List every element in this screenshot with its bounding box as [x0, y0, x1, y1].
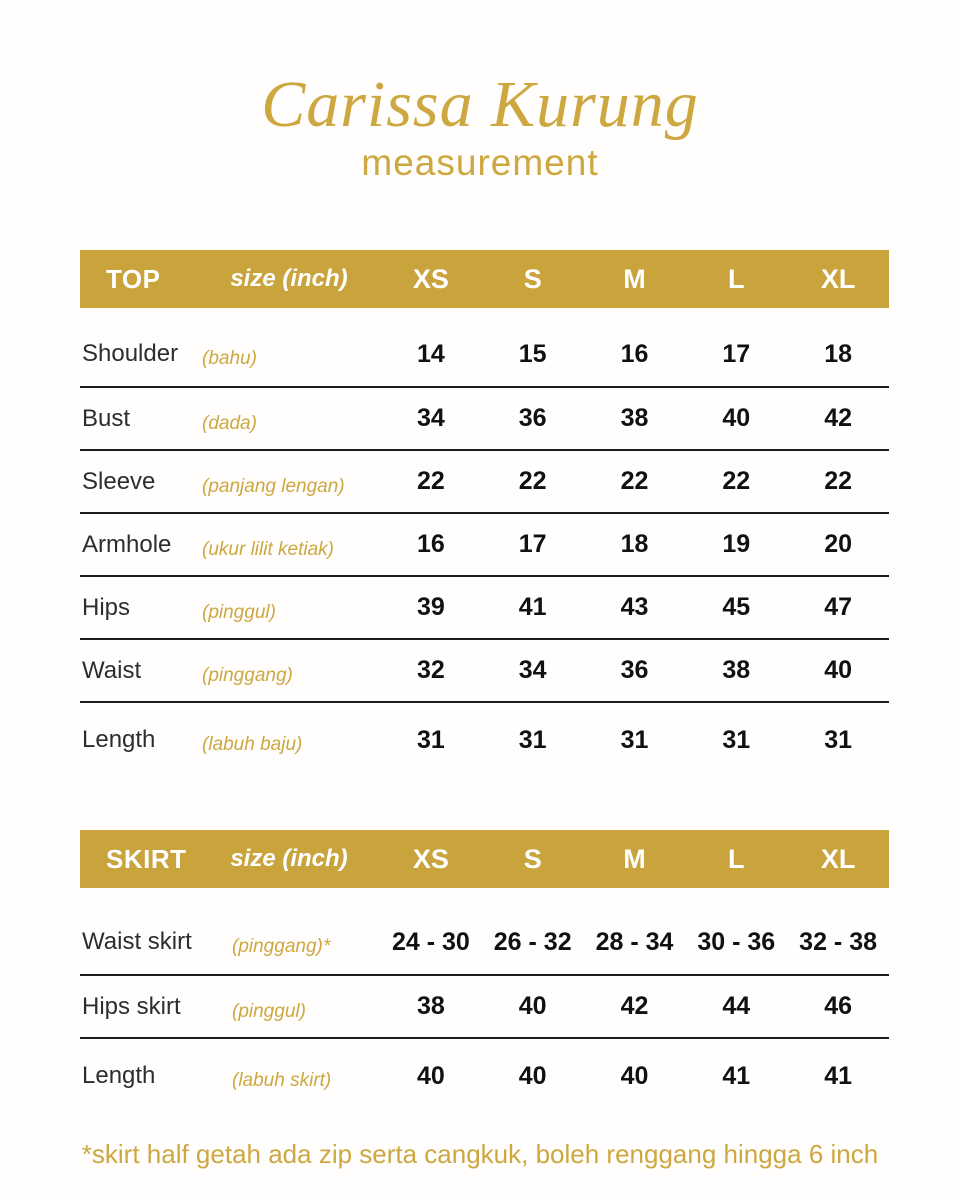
size-column-xs: XS — [412, 263, 449, 294]
table-row-length-top — [80, 703, 889, 777]
row-malay-label: (ukur lilit ketiak) — [202, 538, 334, 560]
cell-value: 41 — [518, 593, 547, 621]
row-malay-label: (pinggul) — [232, 1000, 306, 1022]
skirt-table-unit-label: size (inch) — [230, 845, 348, 872]
cell-value: 22 — [620, 467, 649, 495]
cell-value: 15 — [518, 339, 547, 368]
table-row-hips — [80, 577, 889, 640]
table-row-hips-skirt — [80, 976, 889, 1039]
row-malay-label: (labuh skirt) — [232, 1070, 332, 1091]
cell-value: 31 — [824, 725, 852, 754]
row-label: Waist — [82, 656, 142, 684]
cell-value: 20 — [824, 530, 852, 558]
cell-value: 40 — [518, 1061, 547, 1090]
cell-value: 18 — [824, 339, 852, 368]
cell-value: 42 — [824, 404, 852, 432]
size-column-m: M — [623, 843, 646, 874]
cell-value: 17 — [518, 530, 547, 558]
cell-value: 28 - 34 — [595, 927, 674, 956]
size-column-xl: XL — [820, 843, 856, 874]
cell-value: 44 — [722, 992, 751, 1020]
size-column-xs: XS — [412, 843, 449, 874]
cell-value: 17 — [722, 339, 751, 368]
cell-value: 38 — [722, 656, 751, 684]
cell-value: 31 — [620, 725, 649, 754]
cell-value: 32 - 38 — [799, 927, 878, 956]
cell-value: 16 — [620, 339, 649, 368]
row-label: Armhole — [82, 530, 172, 558]
cell-value: 40 — [620, 1061, 649, 1090]
cell-value: 34 — [518, 656, 547, 684]
cell-value: 41 — [824, 1061, 852, 1090]
page-subtitle: measurement — [361, 142, 599, 183]
cell-value: 31 — [722, 725, 751, 754]
row-label: Hips — [82, 593, 131, 621]
row-label: Length — [82, 1062, 156, 1089]
cell-value: 24 - 30 — [391, 927, 470, 956]
row-malay-label: (bahu) — [202, 348, 257, 369]
cell-value: 18 — [620, 530, 649, 558]
cell-value: 45 — [722, 593, 751, 621]
skirt-size-table — [80, 830, 889, 1113]
top-table-title: TOP — [106, 263, 161, 294]
cell-value: 26 - 32 — [493, 927, 572, 956]
cell-value: 38 — [416, 992, 445, 1020]
size-column-s: S — [523, 263, 542, 294]
cell-value: 46 — [824, 992, 852, 1020]
cell-value: 22 — [722, 467, 751, 495]
table-row-length-skirt — [80, 1039, 889, 1113]
cell-value: 36 — [620, 656, 649, 684]
table-row-shoulder — [80, 308, 889, 388]
row-malay-label: (pinggang) — [202, 664, 293, 686]
cell-value: 40 — [518, 992, 547, 1020]
top-table-header-bar — [80, 250, 889, 308]
skirt-table-title: SKIRT — [106, 843, 187, 874]
cell-value: 40 — [824, 656, 852, 684]
size-column-l: L — [728, 843, 745, 874]
cell-value: 31 — [416, 725, 445, 754]
row-label: Shoulder — [82, 340, 179, 367]
size-column-m: M — [623, 263, 646, 294]
table-row-armhole — [80, 514, 889, 577]
cell-value: 31 — [518, 725, 547, 754]
cell-value: 14 — [416, 339, 445, 368]
cell-value: 41 — [722, 1061, 751, 1090]
table-row-waist-skirt — [80, 888, 889, 976]
cell-value: 22 — [416, 467, 445, 495]
row-malay-label: (pinggang)* — [232, 936, 331, 957]
size-column-s: S — [523, 843, 542, 874]
skirt-table-header-bar — [80, 830, 889, 888]
cell-value: 22 — [518, 467, 547, 495]
size-column-l: L — [728, 263, 745, 294]
cell-value: 32 — [416, 656, 445, 684]
cell-value: 36 — [518, 404, 547, 432]
cell-value: 43 — [620, 593, 649, 621]
top-table-unit-label: size (inch) — [230, 265, 348, 292]
cell-value: 38 — [620, 404, 649, 432]
table-row-waist — [80, 640, 889, 703]
cell-value: 42 — [620, 992, 649, 1020]
row-label: Sleeve — [82, 467, 156, 495]
row-malay-label: (pinggul) — [202, 601, 276, 623]
page-title: Carissa Kurung — [261, 68, 699, 141]
top-size-table — [80, 250, 889, 777]
table-row-bust — [80, 388, 889, 451]
cell-value: 19 — [722, 530, 751, 558]
cell-value: 16 — [416, 530, 445, 558]
row-malay-label: (dada) — [202, 412, 257, 434]
row-malay-label: (labuh baju) — [202, 734, 303, 755]
row-malay-label: (panjang lengan) — [202, 475, 345, 497]
chart-heading — [0, 0, 960, 184]
cell-value: 40 — [722, 404, 751, 432]
cell-value: 40 — [416, 1061, 445, 1090]
row-label: Hips skirt — [82, 992, 181, 1020]
size-column-xl: XL — [820, 263, 856, 294]
row-label: Waist skirt — [82, 928, 192, 955]
table-row-sleeve — [80, 451, 889, 514]
cell-value: 47 — [824, 593, 852, 621]
cell-value: 39 — [416, 593, 445, 621]
cell-value: 22 — [824, 467, 852, 495]
skirt-footnote: *skirt half getah ada zip serta cangkuk, boleh renggang hingga 6 inch — [81, 1139, 879, 1169]
row-label: Length — [82, 726, 156, 753]
cell-value: 34 — [416, 404, 445, 432]
cell-value: 30 - 36 — [697, 927, 776, 956]
row-label: Bust — [82, 404, 131, 432]
